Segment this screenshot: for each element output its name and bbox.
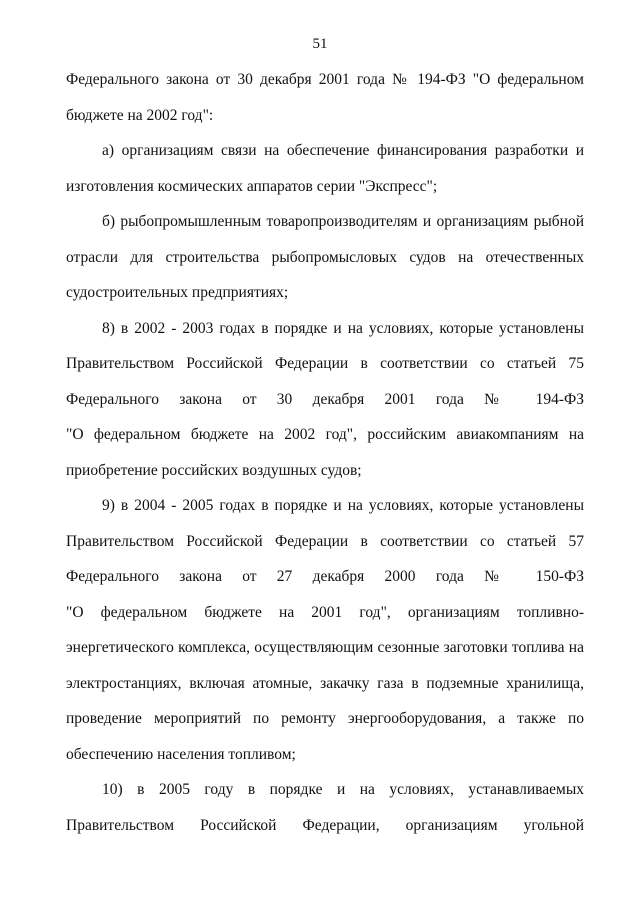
text-line: энергетического комплекса, осуществляющим сезонные заготовки топлива на: [66, 639, 584, 656]
text-line: Правительством Российской Федерации, организациям угольной: [66, 816, 584, 834]
text-line: Правительством Российской Федерации в соответствии со статьей 75: [66, 355, 584, 372]
text-line: Правительством Российской Федерации в соответствии со статьей 57: [66, 532, 584, 550]
text-line: Федерального закона от 27 декабря 2000 года № 150-ФЗ: [66, 568, 584, 585]
text-line: "О федеральном бюджете на 2002 год", российским авиакомпаниям на: [66, 426, 584, 443]
text-line: 9) в 2004 - 2005 годах в порядке и на условиях, которые установлены: [102, 497, 584, 514]
text-line: а) организациям связи на обеспечение финансирования разработки и: [102, 142, 584, 159]
text-line: Федерального закона от 30 декабря 2001 года № 194-ФЗ "О федеральном: [66, 71, 584, 88]
text-line: б) рыбопромышленным товаропроизводителям и организациям рыбной: [102, 213, 584, 230]
document-body: [66, 62, 584, 843]
text-line: электростанциях, включая атомные, закачку газа в подземные хранилища,: [66, 674, 584, 692]
page-number: 51: [312, 36, 328, 52]
text-line: бюджете на 2002 год":: [66, 106, 214, 124]
text-line: Федерального закона от 30 декабря 2001 года № 194-ФЗ: [66, 390, 584, 408]
text-line: "О федеральном бюджете на 2001 год", организациям топливно-: [66, 603, 584, 621]
text-line: проведение мероприятий по ремонту энергооборудования, а также по: [66, 710, 584, 727]
text-line: отрасли для строительства рыбопромысловых судов на отечественных: [66, 248, 584, 266]
text-line: обеспечению населения топливом;: [66, 745, 296, 763]
text-line: судостроительных предприятиях;: [66, 284, 289, 301]
text-line: приобретение российских воздушных судов;: [66, 461, 362, 479]
text-line: 10) в 2005 году в порядке и на условиях, устанавливаемых: [102, 781, 584, 798]
text-line: изготовления космических аппаратов серии "Экспресс";: [66, 177, 438, 195]
text-line: 8) в 2002 - 2003 годах в порядке и на условиях, которые установлены: [102, 319, 584, 337]
